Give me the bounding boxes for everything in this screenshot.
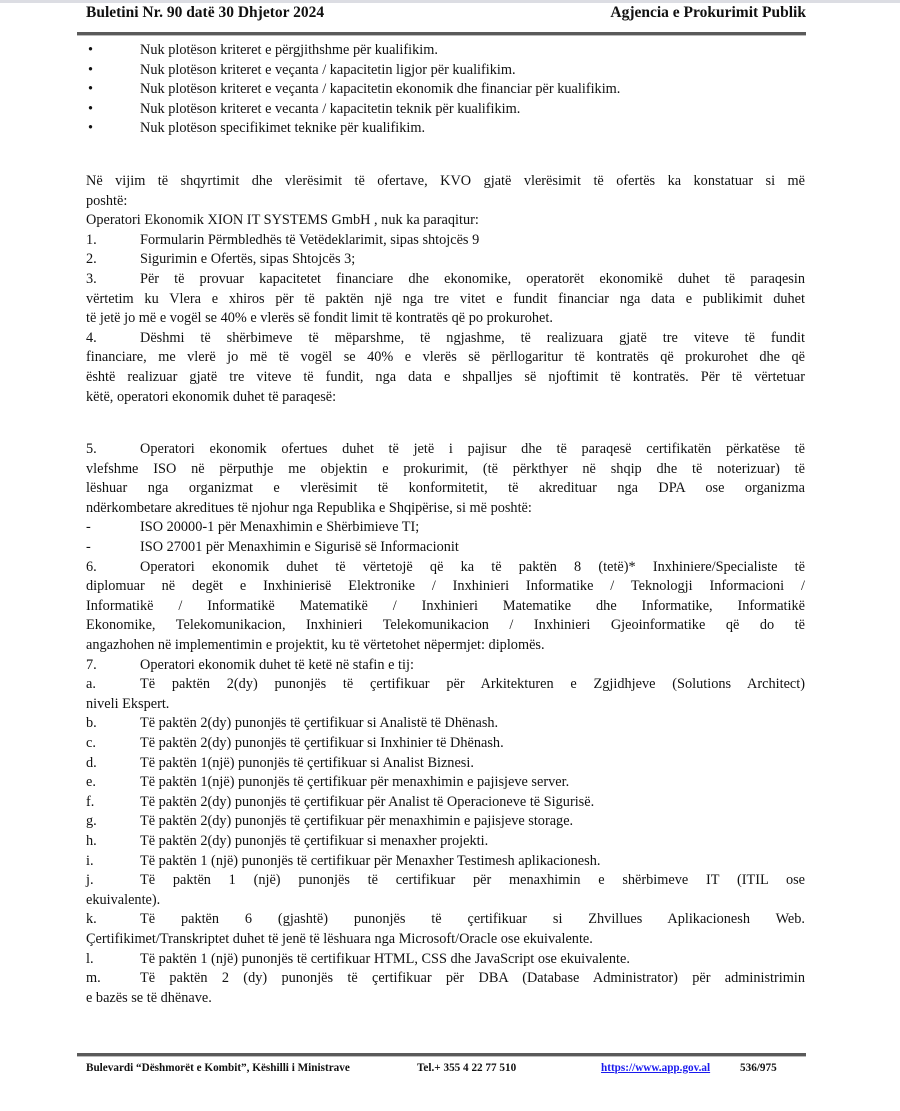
item-letter: j. <box>86 872 94 889</box>
item-number: 4. <box>86 329 97 346</box>
bullet-item <box>86 100 805 120</box>
item-text: të jetë jo më e vogël se 40% e vlerës së fondit limit të kontratës që po prokurohet. <box>86 310 553 327</box>
viewer-top-border <box>0 0 900 3</box>
item-letter: e. <box>86 774 96 791</box>
item-text: këtë, operatori ekonomik duhet të paraqesë: <box>86 388 337 405</box>
iso-item <box>86 518 805 538</box>
staff-item <box>86 910 805 949</box>
iso-item <box>86 538 805 558</box>
evaluation-intro <box>86 172 805 231</box>
item-text: është realizuar gjatë tre viteve të fundit, nga data e shpalljes së njoftimit të kontratës. Për të vërtetuar <box>86 368 805 385</box>
item-text: Operatori ekonomik duhet të ketë në stafin e tij: <box>140 656 414 673</box>
item-text: Operatori ekonomik duhet të vërtetojë që ka të paktën 8 (tetë)* Inxhiniere/Specialiste të <box>140 558 805 575</box>
item-text: vlefshme ISO në përputhje me objektin e prokurimit, (të përkthyer në shqip dhe të noterizuar) të <box>86 460 805 477</box>
item-letter: d. <box>86 754 97 771</box>
footer-address: Bulevardi “Dëshmorët e Kombit”, Këshilli i Ministrave <box>86 1062 350 1074</box>
item-text: Të paktën 1(një) punonjës të çertifikuar si Analist Biznesi. <box>140 754 474 771</box>
item-text: Ekonomike, Telekomunikacion, Inxhinieri Telekomunikacion / Inxhinieri Gjeoinformatike që do të <box>86 617 805 634</box>
footer-phone: Tel.+ 355 4 22 77 510 <box>417 1062 517 1074</box>
iso-text: ISO 27001 për Menaxhimin e Sigurisë së Informacionit <box>140 539 459 556</box>
intro-line: Në vijim të shqyrtimit dhe vlerësimit të ofertave, KVO gjatë vlerësimit të ofertës ka konstatuar si më <box>86 172 805 189</box>
bullet-icon: • <box>88 120 94 137</box>
item-text: Sigurimin e Ofertës, sipas Shtojcës 3; <box>140 251 356 268</box>
staff-item <box>86 773 805 793</box>
staff-item <box>86 852 805 872</box>
header-rule <box>77 32 806 36</box>
staff-item <box>86 734 805 754</box>
item-number: 5. <box>86 441 97 458</box>
staff-item <box>86 675 805 714</box>
page-header <box>86 4 806 26</box>
item-number: 1. <box>86 231 97 248</box>
item-text: ekuivalente). <box>86 891 161 908</box>
footer-rule <box>77 1053 806 1057</box>
disqualification-bullets <box>86 41 805 139</box>
numbered-item <box>86 250 805 270</box>
item-letter: i. <box>86 852 94 869</box>
item-text: Të paktën 1 (një) punonjës të certifikuar për Menaxher Testimesh aplikacionesh. <box>140 852 601 869</box>
item-text: Formularin Përmbledhës të Vetëdeklarimit, sipas shtojcës 9 <box>140 231 480 248</box>
staff-item <box>86 754 805 774</box>
item-text: Të paktën 2(dy) punonjës të çertifikuar si Inxhinier të Dhënash. <box>140 735 504 751</box>
bullet-text: Nuk plotëson kriteret e veçanta / kapacitetin ekonomik dhe financiar për kualifikim. <box>140 81 621 98</box>
numbered-item <box>86 270 805 329</box>
item-text: Të paktën 2(dy) punonjës të çertifikuar si menaxher projekti. <box>140 832 489 849</box>
item-letter: a. <box>86 676 96 693</box>
item-letter: f. <box>86 793 95 810</box>
item-text: Të paktën 2(dy) punonjës të çertifikuar si Analistë të Dhënash. <box>140 715 499 732</box>
dash-icon: - <box>86 519 91 536</box>
numbered-item <box>86 440 805 518</box>
item-text: Të paktën 6 (gjashtë) punonjës të çertifikuar si Zhvillues Aplikacionesh Web. <box>140 911 805 928</box>
item-text: Të paktën 2(dy) punonjës të çertifikuar për Analist të Operacioneve të Sigurisë. <box>140 793 595 810</box>
staff-item <box>86 871 805 910</box>
staff-item <box>86 793 805 813</box>
item-text: Të paktën 1(një) punonjës të çertifikuar për menaxhimin e pajisjeve server. <box>140 774 570 791</box>
item-text: Të paktën 1 (një) punonjës të certifikuar HTML, CSS dhe JavaScript ose ekuivalente. <box>140 950 630 967</box>
item-text: financiare, me vlerë jo më të vogël se 40% e vlerës së përllogaritur të kontratës që prokurohet dhe që <box>86 349 805 366</box>
item-letter: h. <box>86 832 97 849</box>
staff-item <box>86 812 805 832</box>
document-body <box>86 41 805 1008</box>
staff-item <box>86 969 805 1008</box>
item-text: ndërkombetare akreditues të njohur nga Republika e Shqipërise, si më poshtë: <box>86 499 532 516</box>
item-text: Të paktën 1 (një) punonjës të certifikuar për menaxhimin e shërbimeve IT (ITIL ose <box>140 872 805 889</box>
bullet-text: Nuk plotëson kriteret e veçanta / kapacitetin ligjor për kualifikim. <box>140 61 516 78</box>
bullet-item <box>86 61 805 81</box>
item-number: 6. <box>86 558 97 575</box>
staff-item <box>86 832 805 852</box>
dash-icon: - <box>86 539 91 556</box>
item-letter: b. <box>86 715 97 732</box>
item-text: Për të provuar kapacitetet financiare dhe ekonomike, operatorët ekonomikë duhet të paraqesin <box>140 270 805 287</box>
item-letter: g. <box>86 813 97 830</box>
numbered-item <box>86 656 805 676</box>
numbered-item <box>86 329 805 407</box>
staff-item <box>86 950 805 970</box>
iso-text: ISO 20000-1 për Menaxhimin e Shërbimieve TI; <box>140 519 420 536</box>
bullet-icon: • <box>88 100 94 117</box>
item-text: lëshuar nga organizmat e vlerësimit të konformitetit, të akredituar nga DPA ose organizma <box>86 480 805 497</box>
item-text: Operatori ekonomik ofertues duhet të jetë i pajisur dhe të paraqesë certifikatën përkatëse të <box>140 441 805 458</box>
item-text: Çertifikimet/Transkriptet duhet të jenë të lëshuara nga Microsoft/Oracle ose ekuivalente. <box>86 930 593 947</box>
bullet-text: Nuk plotëson kriteret e përgjithshme për kualifikim. <box>140 42 438 58</box>
agency-name: Agjencia e Prokurimit Publik <box>610 4 806 21</box>
website-link[interactable]: https://www.app.gov.al <box>601 1062 711 1074</box>
bullet-item <box>86 80 805 100</box>
bullet-icon: • <box>88 42 94 58</box>
staff-requirements <box>86 675 805 1008</box>
item-number: 3. <box>86 270 97 287</box>
bullet-item <box>86 41 805 61</box>
item-text: Të paktën 2 (dy) punonjës të çertifikuar për DBA (Database Administrator) për administrimin <box>140 970 805 987</box>
operator-statement: Operatori Ekonomik XION IT SYSTEMS GmbH , nuk ka paraqitur: <box>86 212 479 229</box>
item-text: e bazës se të dhënave. <box>86 989 212 1006</box>
bulletin-title: Buletini Nr. 90 datë 30 Dhjetor 2024 <box>86 4 325 21</box>
item-text: Dëshmi të shërbimeve të mëparshme, të ngjashme, të realizuara gjatë tre viteve të fundit <box>140 329 805 346</box>
numbered-item <box>86 231 805 251</box>
numbered-item <box>86 558 805 656</box>
iso-list <box>86 518 805 557</box>
item-letter: m. <box>86 970 101 987</box>
item-text: vërtetim ku Vlera e xhiros për të paktën një nga tre vitet e fundit financiar nga data e publikimit duhet <box>86 290 805 307</box>
bullet-item <box>86 119 805 139</box>
item-text: angazhohen në implementimin e projektit, ku të vërtetohet nëpermjet: diplomës. <box>86 637 545 654</box>
item-text: niveli Ekspert. <box>86 695 170 712</box>
intro-line: poshtë: <box>86 192 128 209</box>
staff-item <box>86 714 805 734</box>
item-letter: c. <box>86 735 96 751</box>
item-number: 2. <box>86 251 97 268</box>
item-text: Të paktën 2(dy) punonjës të çertifikuar për menaxhimin e pajisjeve storage. <box>140 813 574 830</box>
page-number: 536/975 <box>740 1062 777 1074</box>
bullet-text: Nuk plotëson kriteret e vecanta / kapacitetin teknik për kualifikim. <box>140 100 521 117</box>
bullet-text: Nuk plotëson specifikimet teknike për kualifikim. <box>140 120 426 137</box>
item-text: Të paktën 2(dy) punonjës të çertifikuar për Arkitekturen e Zgjidhjeve (Solutions Architect) <box>140 676 805 693</box>
item-text: diplomuar në degët e Inxhinierisë Elektronike / Inxhinieri Informatike / Teknologji Informacioni / <box>86 578 805 595</box>
item-letter: l. <box>86 950 94 967</box>
item-number: 7. <box>86 656 97 673</box>
bullet-icon: • <box>88 61 94 78</box>
item-letter: k. <box>86 911 97 928</box>
item-text: Informatikë / Informatikë Matematikë / Inxhinieri Matematike dhe Informatike, Informatikë <box>86 597 805 614</box>
bullet-icon: • <box>88 81 94 98</box>
